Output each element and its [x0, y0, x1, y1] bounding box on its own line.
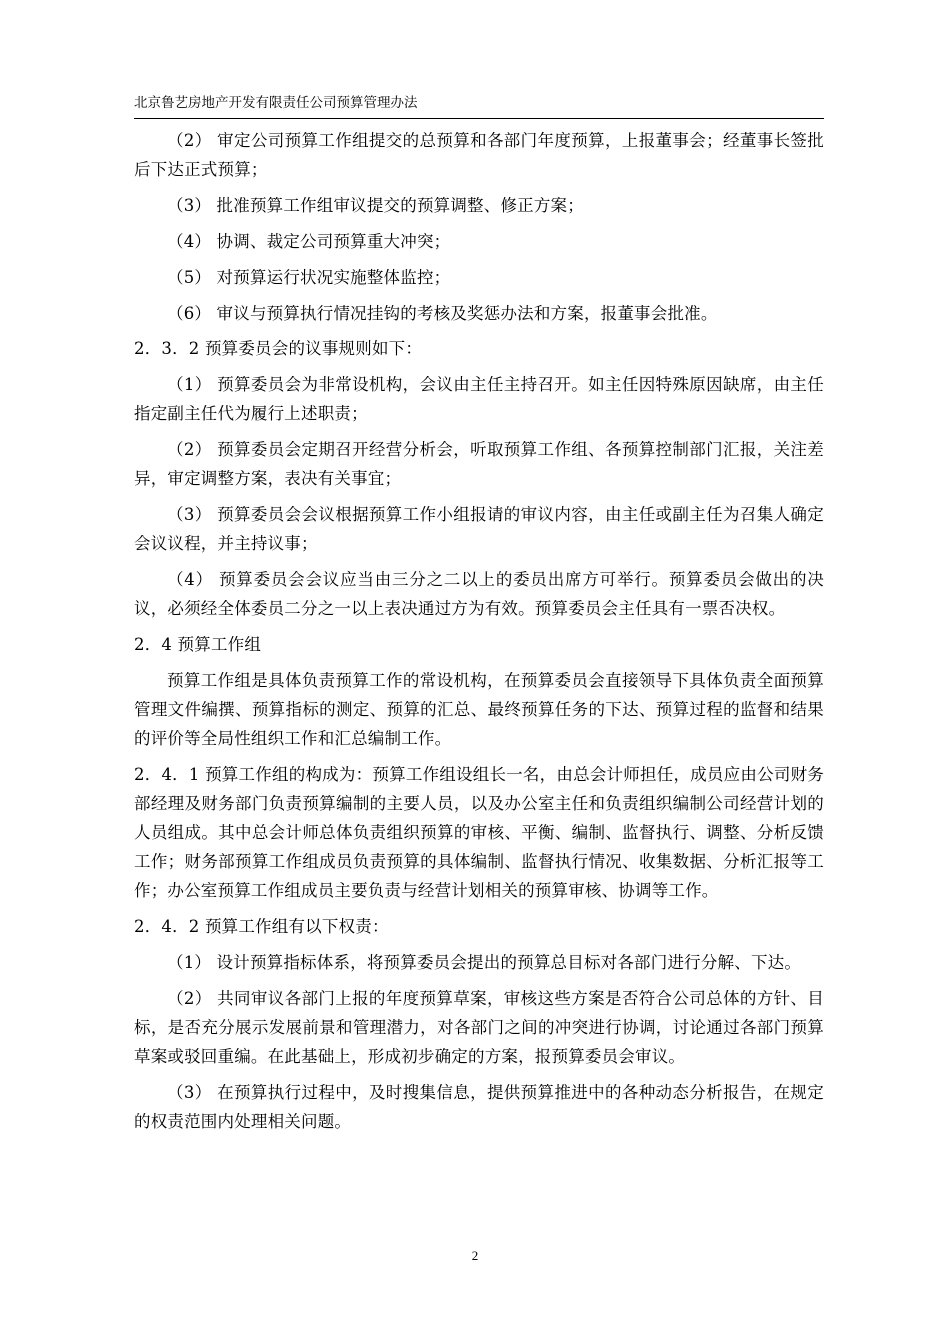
paragraph-item-4-coordinate-conflicts: （4） 协调、裁定公司预算重大冲突； — [167, 232, 451, 251]
section-heading-2-4-2: 2．4．2 预算工作组有以下权责： — [134, 917, 389, 936]
paragraph-item-6-review-incentives: （6） 审议与预算执行情况挂钩的考核及奖惩办法和方案，报董事会批准。 — [167, 304, 718, 323]
paragraph-item-5-monitor-operation: （5） 对预算运行状况实施整体监控； — [167, 268, 451, 287]
paragraph-item-3-approve-adjustments: （3） 批准预算工作组审议提交的预算调整、修正方案； — [167, 196, 584, 215]
paragraph-duty-1: （1） 设计预算指标体系，将预算委员会提出的预算总目标对各部门进行分解、下达。 — [167, 953, 802, 972]
paragraph-rule-1: （1） 预算委员会为非常设机构，会议由主任主持召开。如主任因特殊原因缺席，由主任指定副主任代为履行上述职责； — [134, 375, 824, 423]
page-header — [134, 94, 824, 119]
paragraph-duty-3: （3） 在预算执行过程中，及时搜集信息，提供预算推进中的各种动态分析报告，在规定的权责范围内处理相关问题。 — [134, 1083, 824, 1131]
header-title: 北京鲁艺房地产开发有限责任公司预算管理办法 — [134, 95, 418, 111]
paragraph-duty-2: （2） 共同审议各部门上报的年度预算草案，审核这些方案是否符合公司总体的方针、目标，是否充分展示发展前景和管理潜力，对各部门之间的冲突进行协调，讨论通过各部门预算草案或驳回重编。在此基础上，形成初步确定的方案，报预算委员会审议。 — [134, 989, 824, 1066]
paragraph-rule-3: （3） 预算委员会会议根据预算工作小组报请的审议内容，由主任或副主任为召集人确定会议议程，并主持议事； — [134, 505, 824, 553]
section-heading-2-3-2: 2．3．2 预算委员会的议事规则如下： — [134, 339, 423, 358]
paragraph-item-2-approve-budget: （2） 审定公司预算工作组提交的总预算和各部门年度预算，上报董事会；经董事长签批后下达正式预算； — [134, 131, 824, 179]
document-body — [134, 126, 824, 1136]
paragraph-rule-2: （2） 预算委员会定期召开经营分析会，听取预算工作组、各预算控制部门汇报，关注差异，审定调整方案，表决有关事宜； — [134, 440, 824, 488]
section-heading-2-4: 2．4 预算工作组 — [134, 635, 262, 654]
page-number: 2 — [471, 1248, 479, 1263]
paragraph-rule-4: （4） 预算委员会会议应当由三分之二以上的委员出席方可举行。预算委员会做出的决议，必须经全体委员二分之一以上表决通过方为有效。预算委员会主任具有一票否决权。 — [134, 570, 824, 618]
paragraph-budget-working-group: 预算工作组是具体负责预算工作的常设机构，在预算委员会直接领导下具体负责全面预算管理文件编撰、预算指标的测定、预算的汇总、最终预算任务的下达、预算过程的监督和结果的评价等全局性组织工作和汇总编制工作。 — [134, 671, 824, 748]
paragraph-2-4-1-composition: 2．4．1 预算工作组的构成为：预算工作组设组长一名，由总会计师担任，成员应由公司财务部经理及财务部门负责预算编制的主要人员，以及办公室主任和负责组织编制公司经营计划的人员组成。其中总会计师总体负责组织预算的审核、平衡、编制、监督执行、调整、分析反馈工作；财务部预算工作组成员负责预算的具体编制、监督执行情况、收集数据、分析汇报等工作；办公室预算工作组成员主要负责与经营计划相关的预算审核、协调等工作。 — [134, 765, 824, 900]
